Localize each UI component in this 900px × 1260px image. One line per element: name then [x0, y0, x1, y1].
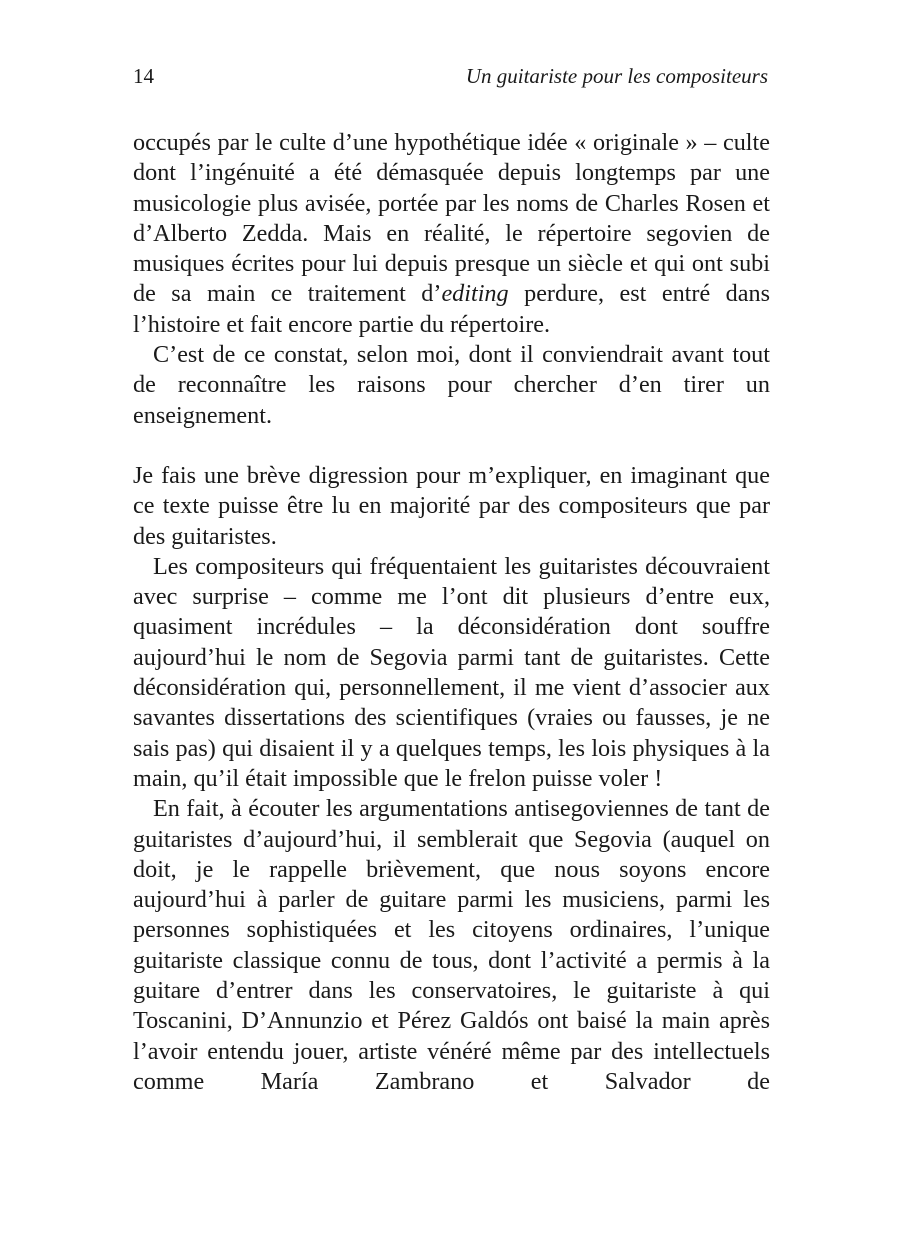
paragraph: En fait, à écouter les argumentations antisegoviennes de tant de guitaristes d’aujourd’hui, il semblerait que Segovia (auquel on doit, je le rappelle brièvement, que nous soyons encore aujourd’hui à parler de guitare parmi les musiciens, parmi les personnes sophistiquées et les citoyens ordinaires, l’unique guitariste classique connu de tous, dont l’activité a permis à la guitare d’entrer dans les conservatoires, le guitariste à qui Toscanini, D’Annunzio et Pérez Galdós ont baisé la main après l’avoir entendu jouer, artiste vénéré même par des intellectuels comme María Zambrano et Salvador de — [133, 795, 770, 1095]
body-text — [133, 128, 770, 1097]
paragraph-text: occupés par le culte d’une hypothétique idée « originale » – culte dont l’ingénuité a été démasquée depuis longtemps par une musicologie plus avisée, portée par les noms de Charles Rosen et d’Alberto Zedda. Mais en réalité, le répertoire segovien de musiques écrites pour lui depuis presque un siècle et qui ont subi de sa main ce traitement d’ — [133, 129, 770, 308]
italic-term: editing — [441, 280, 509, 308]
running-head — [133, 62, 768, 90]
paragraph-text: perdure, est entré dans l’histoire et fait encore partie du répertoire. — [133, 280, 771, 338]
page-number: 14 — [133, 64, 154, 88]
paragraph-continued — [133, 128, 770, 340]
paragraph: C’est de ce constat, selon moi, dont il conviendrait avant tout de reconnaître les raisons pour chercher d’en tirer un enseignement. — [133, 341, 770, 429]
running-title: Un guitariste pour les compositeurs — [465, 64, 768, 88]
paragraph: Les compositeurs qui fréquentaient les guitaristes découvraient avec surprise – comme me l’ont dit plusieurs d’entre eux, quasiment incrédules – la déconsidération dont souffre aujourd’hui le nom de Segovia parmi tant de guitaristes. Cette déconsidération qui, personnellement, il me vient d’associer aux savantes dissertations des scientifiques (vraies ou fausses, je ne sais pas) qui disaient il y a quelques temps, les lois physiques à la main, qu’il était impossible que le frelon puisse voler ! — [133, 552, 770, 792]
paragraph-section-start: Je fais une brève digression pour m’expliquer, en imaginant que ce texte puisse être lu en majorité par des compositeurs que par des guitaristes. — [133, 461, 770, 550]
